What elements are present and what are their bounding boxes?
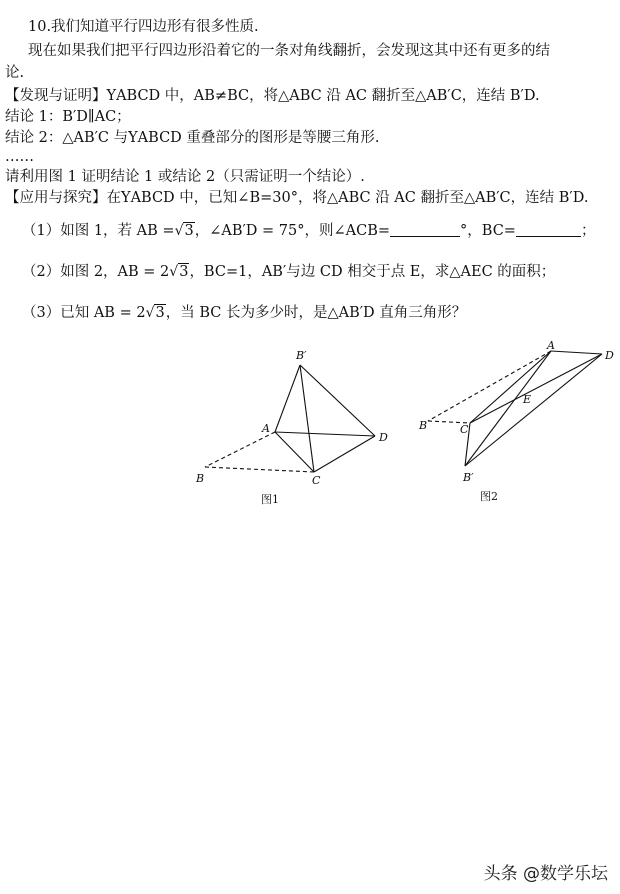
q1-degree: °: [460, 223, 468, 239]
label-c: C: [312, 474, 321, 487]
label-c: C: [460, 423, 469, 436]
seg-c-d: [314, 436, 375, 472]
label-b: B: [419, 419, 428, 432]
seg-a-d: [551, 351, 602, 354]
question-1: [22, 221, 595, 241]
figure-1: [190, 340, 405, 515]
question-3: [22, 303, 466, 323]
label-a: A: [547, 339, 555, 352]
seg-b-prime-a: [275, 365, 300, 432]
q1-angle: ，∠AB′D = 75°，则∠ACB=: [194, 223, 391, 239]
sqrt-symbol: √3: [169, 264, 189, 280]
seg-a-b-dashed: [205, 432, 275, 467]
watermark: 头条 @数学乐坛: [483, 864, 608, 884]
sqrt-symbol: √3: [174, 223, 194, 239]
q2-prefix: （2）如图 2，AB = 2: [22, 264, 170, 280]
q3-root: 3: [155, 305, 165, 321]
label-b-prime: B′: [296, 349, 307, 362]
seg-a-c: [275, 432, 314, 472]
problem-title: 10.我们知道平行四边形有很多性质.: [28, 19, 259, 35]
conclusion-2: 结论 2：△AB′C 与ΥABCD 重叠部分的图形是等腰三角形.: [5, 130, 380, 146]
q3-prefix: （3）已知 AB = 2: [22, 305, 146, 321]
figure-1-caption: 图1: [261, 493, 279, 506]
label-b-prime: B′: [463, 471, 474, 484]
apply-line: 【应用与探究】在ΥABCD 中，已知∠B=30°，将△ABC 沿 AC 翻折至△AB′C，连结 B′D.: [5, 190, 589, 206]
seg-a-b-prime: [465, 351, 551, 466]
bc-answer-blank[interactable]: [516, 222, 581, 237]
sqrt-symbol: √3: [145, 305, 165, 321]
ellipsis: ……: [5, 149, 34, 165]
label-d: D: [605, 349, 614, 362]
label-a: A: [262, 422, 270, 435]
discover-line: 【发现与证明】ΥABCD 中，AB≠BC，将△ABC 沿 AC 翻折至△AB′C，连结 B′D.: [5, 88, 540, 104]
figure-2: [410, 335, 620, 510]
conclusion-1: 结论 1：B′D∥AC；: [5, 109, 131, 125]
q1-prefix: （1）如图 1，若 AB =: [22, 223, 175, 239]
acb-answer-blank[interactable]: [390, 222, 460, 237]
seg-b-c-dashed: [205, 467, 314, 472]
figure-2-caption: 图2: [480, 490, 498, 503]
q1-end: ；: [580, 223, 596, 239]
question-2: [22, 262, 555, 282]
label-e: E: [523, 393, 532, 406]
instruction-line: 请利用图 1 证明结论 1 或结论 2（只需证明一个结论）.: [5, 169, 365, 185]
q1-bc: ，BC=: [467, 223, 516, 239]
q1-root: 3: [184, 223, 194, 239]
q3-rest: ，当 BC 长为多少时，是△AB′D 直角三角形？: [165, 305, 467, 321]
seg-a-d: [275, 432, 375, 436]
q2-rest: ，BC=1，AB′与边 CD 相交于点 E，求△AEC 的面积；: [189, 264, 556, 280]
intro-line-1: 现在如果我们把平行四边形沿着它的一条对角线翻折，会发现这其中还有更多的结: [28, 43, 550, 59]
seg-b-prime-d: [465, 354, 602, 466]
label-d: D: [379, 431, 388, 444]
seg-b-prime-d: [300, 365, 375, 436]
intro-line-2: 论.: [5, 65, 25, 81]
label-b: B: [196, 472, 205, 485]
q2-root: 3: [179, 264, 189, 280]
seg-b-prime-c: [300, 365, 314, 472]
